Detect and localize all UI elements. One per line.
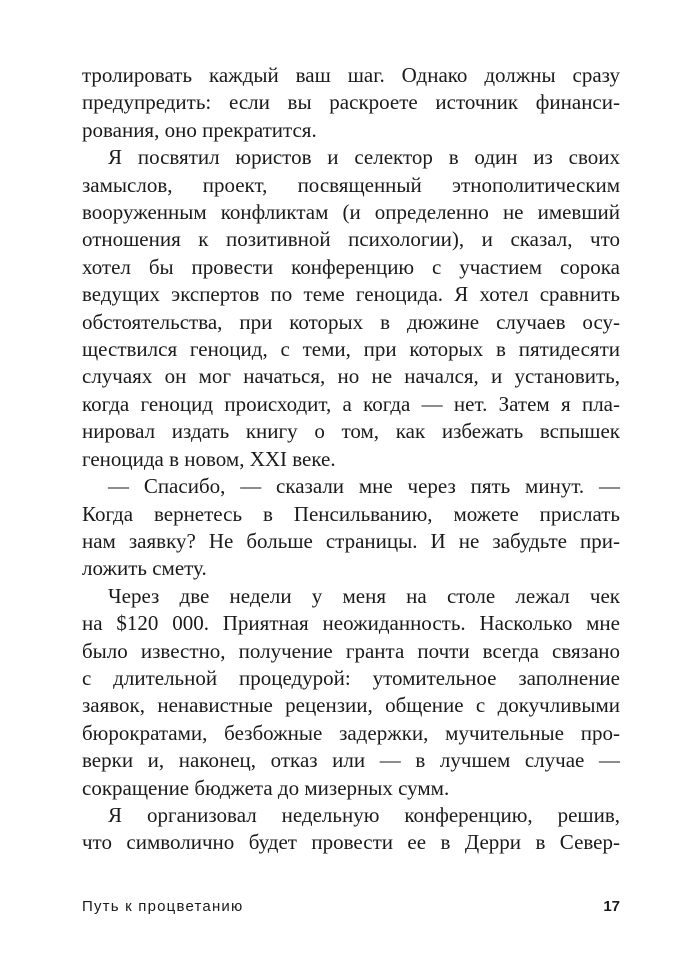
text-line: нам заявку? Не больше страницы. И не забудьте при- [82,528,620,553]
text-line: верки и, наконец, отказ или — в лучшем случае — [82,748,620,773]
text-line: случаях он мог начаться, но не начался, и установить, [82,364,620,389]
text-line: ложить смету. [82,556,207,581]
text-line: заявок, ненавистные рецензии, общение с докучливыми [82,693,620,718]
text-line: рования, оно прекратится. [82,117,317,142]
text-line: замыслов, проект, посвященный этнополитическим [82,172,620,197]
body-text [82,62,620,857]
text-line: отношения к позитивной психологии), и сказал, что [82,227,620,252]
text-line: когда геноцид происходит, а когда — нет. Затем я пла- [82,391,620,416]
text-line: обстоятельства, при которых в дюжине случаев осу- [82,309,620,334]
page-footer [82,898,620,918]
text-line: было известно, получение гранта почти всегда связано [82,638,620,663]
text-line: с длительной процедурой: утомительное заполнение [82,665,620,690]
text-line: нировал издать книгу о том, как избежать вспышек [82,419,620,444]
text-line: что символично будет провести ее в Дерри в Север- [82,830,620,855]
page-number: 17 [603,898,620,915]
text-line: тролировать каждый ваш шаг. Однако должны сразу [82,63,620,87]
text-line: предупредить: если вы раскроете источник финанси- [82,90,620,115]
text-line: Я посвятил юристов и селектор в один из своих [108,145,620,170]
text-line: геноцида в новом, XXI веке. [82,446,336,471]
text-line: Я организовал недельную конференцию, решив, [108,802,620,827]
running-title: Путь к процветанию [82,898,244,915]
text-line: хотел бы провести конференцию с участием сорока [82,254,620,279]
text-line: Когда вернетесь в Пенсильванию, можете прислать [82,501,620,526]
text-line: сокращение бюджета до мизерных сумм. [82,775,450,800]
text-line: ществился геноцид, с теми, при которых в пятидесяти [82,337,620,362]
text-line: вооруженным конфликтам (и определенно не имевший [82,200,620,225]
text-line: Через две недели у меня на столе лежал чек [108,583,620,608]
text-line: — Спасибо, — сказали мне через пять минут. — [108,474,620,499]
text-line: ведущих экспертов по теме геноцида. Я хотел сравнить [82,282,620,307]
text-line: на $120 000. Приятная неожиданность. Насколько мне [82,611,620,636]
text-line: бюрократами, безбожные задержки, мучительные про- [82,720,620,745]
